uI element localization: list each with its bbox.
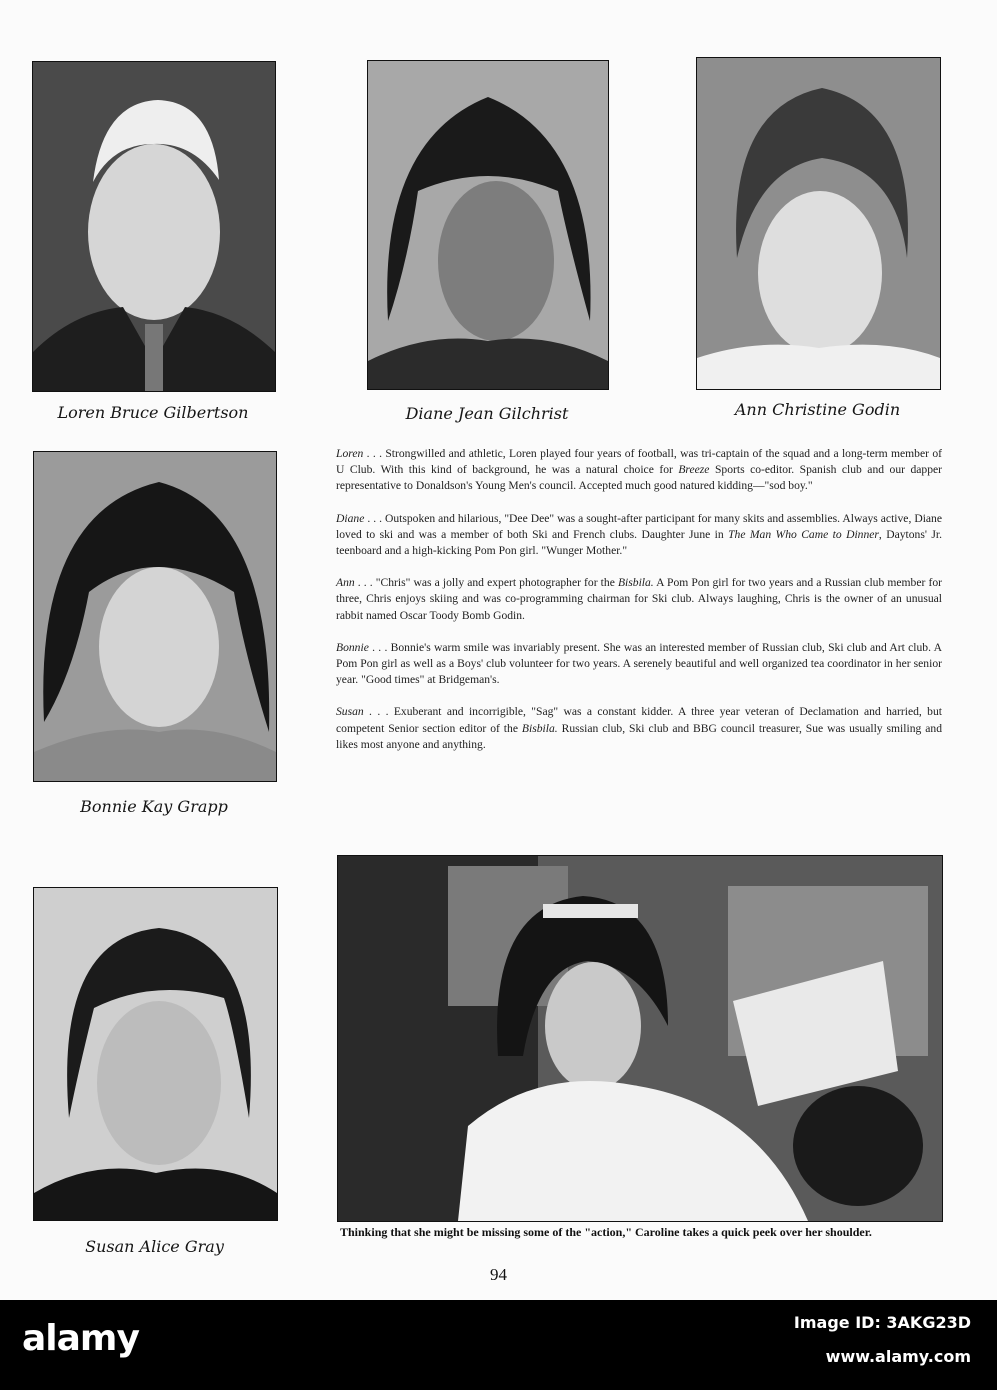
page-number: 94 — [490, 1265, 507, 1284]
portrait-name-bonnie: Bonnie Kay Grapp — [80, 797, 228, 816]
bio-paragraph-susan: Susan . . . Exuberant and incorrigible, "Sag" was a constant kidder. A three year veteran of Declamation and harried, but competent Senior section editor of the Bisbila. Russian club, Ski club and BBG council treasurer, Sue was usually smiling and likes most anyone and anything. — [336, 705, 942, 751]
bio-paragraph-diane: Diane . . . Outspoken and hilarious, "Dee Dee" was a sought-after participant for many skits and assemblies. Always active, Diane loved to ski and was a member of both Ski and French clubs. Daughter June in The Man Who Came to Dinner, Daytons' Jr. teenboard and a high-kicking Pom Pon girl. "Wunger Mother." — [336, 511, 943, 558]
portrait-name-susan: Susan Alice Gray — [85, 1237, 224, 1256]
watermark-image-id: Image ID: 3AKG23D — [793, 1313, 971, 1332]
portrait-photo-ann — [696, 57, 941, 390]
portrait-name-diane: Diane Jean Gilchrist — [405, 404, 569, 423]
bio-paragraph-ann: Ann . . . "Chris" was a jolly and expert photographer for the Bisbila. A Pom Pon girl for two years and a Russian club member for three, Chris enjoys skiing and was co-programming chairman for Ski club. Always laughing, Chris is the owner of an unusual rabbit named Oscar Toody Bomb Godin. — [336, 576, 942, 622]
watermark-url: www.alamy.com — [825, 1347, 971, 1366]
candid-photo-caption: Thinking that she might be missing some of the "action," Caroline takes a quick peek over her shoulder. — [340, 1225, 872, 1239]
bio-text-block — [336, 446, 942, 769]
portrait-photo-loren — [32, 61, 276, 392]
portrait-photo-bonnie — [33, 451, 277, 782]
portrait-photo-diane — [367, 60, 609, 390]
portrait-name-ann: Ann Christine Godin — [734, 400, 901, 419]
watermark-bar — [0, 1300, 997, 1390]
watermark-logo: alamy — [22, 1318, 139, 1359]
portrait-photo-susan — [33, 887, 278, 1221]
portrait-name-loren: Loren Bruce Gilbertson — [57, 403, 249, 422]
candid-photo-caroline — [337, 855, 943, 1222]
bio-paragraph-loren: Loren . . . Strongwilled and athletic, Loren played four years of football, was tri-captain of the squad and a long-term member of U Club. With this kind of background, he was a natural choice for Breeze Sports co-editor. Spanish club and our dapper representative to Donaldson's Young Men's council. Accepted much good natured kidding—"sod boy." — [336, 447, 943, 493]
bio-paragraph-bonnie: Bonnie . . . Bonnie's warm smile was invariably present. She was an interested member of Russian club, Ski club and Art club. A Pom Pon girl as well as a Boys' club volunteer for two years. A serenely beautiful and well organized tea coordinator in her senior year. "Good times" at Bridgeman's. — [336, 640, 942, 687]
